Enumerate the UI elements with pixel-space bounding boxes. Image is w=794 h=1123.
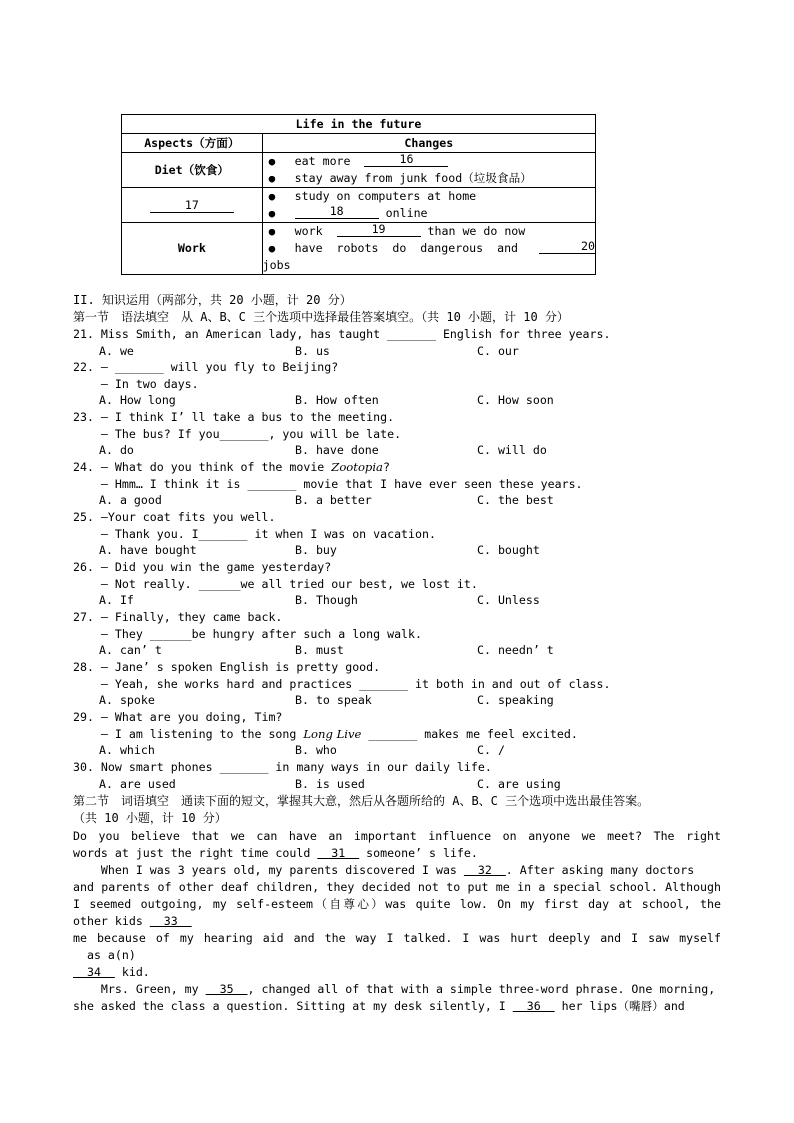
bullet-row	[269, 223, 595, 240]
bullet-icon: ●	[268, 207, 276, 220]
bullet-row	[269, 205, 595, 222]
aspect-work: Work	[122, 223, 263, 275]
blank-16: 16	[364, 153, 448, 167]
option-a: A. How long	[99, 393, 176, 407]
blank-34: 34	[73, 965, 115, 979]
option-a: A. spoke	[99, 693, 155, 707]
option-c: C. bought	[477, 543, 540, 557]
aspect-blank-17	[122, 188, 263, 223]
option-b: B. How often	[295, 393, 379, 407]
option-a: A. we	[99, 344, 134, 358]
blank-31: 31	[317, 846, 360, 860]
option-c: C. /	[477, 743, 505, 757]
blank-17: 17	[150, 199, 234, 213]
option-c: C. the best	[477, 493, 554, 507]
change-text-wrap: jobs	[262, 258, 291, 272]
change-text: online	[385, 206, 428, 220]
life-in-future-table	[121, 114, 596, 275]
changes-diet	[262, 153, 595, 188]
passage-line: Do you believe that we can have an important influence on anyone we meet? The right	[73, 829, 721, 843]
option-b: B. is used	[295, 777, 365, 791]
change-text: than we do now	[427, 224, 526, 238]
option-c: C. are using	[477, 777, 561, 791]
passage-line: I seemed outgoing, my self-esteem（自尊心）was quite low. On my first day at school, the	[73, 897, 721, 911]
section2-heading: 第二节 词语填空 通读下面的短文，掌握其大意，然后从各题所给的 A、B、C 三个选项中选出最佳答案。	[73, 794, 650, 808]
question-stem: 27. — Finally, they came back.	[73, 610, 283, 624]
part2-heading: II. 知识运用（两部分，共 20 小题，计 20 分）	[73, 293, 352, 307]
question-stem: 26. — Did you win the game yesterday?	[73, 560, 332, 574]
question-reply: — They ______be hungry after such a long walk.	[73, 627, 423, 641]
option-b: B. to speak	[295, 693, 372, 707]
option-b: B. Though	[295, 593, 358, 607]
option-b: B. buy	[295, 543, 337, 557]
option-c: C. speaking	[477, 693, 554, 707]
blank-32: 32	[463, 863, 506, 877]
passage-line: When I was 3 years old, my parents discovered I was 32 . After asking many doctors	[73, 863, 695, 877]
option-a: A. a good	[99, 493, 162, 507]
header-changes: Changes	[262, 134, 595, 153]
question-stem: 23. — I think I’ ll take a bus to the meeting.	[73, 410, 395, 424]
option-b: B. who	[295, 743, 337, 757]
header-aspects: Aspects（方面）	[122, 134, 263, 153]
option-c: C. will do	[477, 443, 547, 457]
changes-work	[262, 223, 595, 275]
question-stem: 21. Miss Smith, an American lady, has taught _______ English for three years.	[73, 327, 611, 341]
option-c: C. needn’ t	[477, 643, 554, 657]
blank-18: 18	[295, 205, 379, 219]
question-reply: — Hmm… I think it is _______ movie that I have ever seen these years.	[73, 477, 583, 491]
bullet-row	[269, 240, 595, 257]
question-stem: 24. — What do you think of the movie Zootopia?	[73, 460, 390, 474]
change-text: work	[294, 224, 323, 238]
question-stem: 25. —Your coat fits you well.	[73, 510, 276, 524]
passage-line: as a(n)	[73, 948, 136, 962]
bullet-row	[269, 170, 595, 187]
option-a: A. which	[99, 743, 155, 757]
option-a: A. have bought	[99, 543, 197, 557]
changes-study	[262, 188, 595, 223]
option-c: C. How soon	[477, 393, 554, 407]
bullet-icon: ●	[268, 242, 276, 255]
change-text: stay away from junk food（垃圾食品）	[294, 171, 532, 185]
question-stem: 29. — What are you doing, Tim?	[73, 710, 283, 724]
question-reply: — I am listening to the song Long Live _______ makes me feel excited.	[73, 727, 578, 741]
blank-35: 35	[205, 982, 248, 996]
section1-heading: 第一节 语法填空 从 A、B、C 三个选项中选择最佳答案填空。（共 10 小题，计 10 分）	[73, 310, 569, 324]
passage-line: words at just the right time could 31 someone’ s life.	[73, 846, 478, 860]
passage-line: she asked the class a question. Sitting at my desk silently, I 36 her lips（嘴唇）and	[73, 999, 685, 1013]
passage-line: and parents of other deaf children, they decided not to put me in a special school. Although	[73, 880, 721, 894]
change-text: eat more	[294, 154, 351, 168]
question-reply: — Not really. ______we all tried our best, we lost it.	[73, 577, 478, 591]
bullet-icon: ●	[268, 225, 276, 238]
option-b: B. must	[295, 643, 344, 657]
question-reply: — In two days.	[73, 377, 199, 391]
question-stem: 28. — Jane’ s spoken English is pretty good.	[73, 660, 381, 674]
question-reply: — Yeah, she works hard and practices _______ it both in and out of class.	[73, 677, 611, 691]
section2-heading-cont: （共 10 小题，计 10 分）	[73, 811, 227, 825]
option-a: A. do	[99, 443, 134, 457]
option-a: A. are used	[99, 777, 176, 791]
passage-line: other kids 33	[73, 914, 192, 928]
question-stem: 30. Now smart phones _______ in many ways in our daily life.	[73, 760, 492, 774]
option-c: C. our	[477, 344, 519, 358]
passage-line: me because of my hearing aid and the way I talked. I was hurt deeply and I saw myself	[73, 931, 721, 945]
change-text: study on computers at home	[294, 189, 477, 203]
option-b: B. have done	[295, 443, 379, 457]
passage-line: 34 kid.	[73, 965, 150, 979]
table-title: Life in the future	[122, 115, 596, 134]
question-reply: — The bus? If you_______, you will be late.	[73, 427, 402, 441]
bullet-icon: ●	[268, 155, 276, 168]
bullet-row	[269, 188, 595, 205]
blank-19: 19	[337, 223, 421, 237]
option-c: C. Unless	[477, 593, 540, 607]
blank-33: 33	[149, 914, 192, 928]
bullet-icon: ●	[268, 190, 276, 203]
option-b: B. us	[295, 344, 330, 358]
bullet-icon: ●	[268, 172, 276, 185]
blank-20: 20	[539, 240, 595, 254]
question-stem: 22. — _______ will you fly to Beijing?	[73, 360, 339, 374]
aspect-diet: Diet（饮食）	[122, 153, 263, 188]
blank-36: 36	[512, 999, 555, 1013]
change-text: have robots do dangerous and	[294, 241, 519, 255]
option-a: A. If	[99, 593, 134, 607]
question-reply: — Thank you. I_______ it when I was on vacation.	[73, 527, 436, 541]
option-a: A. can’ t	[99, 643, 162, 657]
passage-line: Mrs. Green, my 35 , changed all of that with a simple three-word phrase. One morning,	[73, 982, 716, 996]
bullet-row	[269, 153, 595, 170]
option-b: B. a better	[295, 493, 372, 507]
